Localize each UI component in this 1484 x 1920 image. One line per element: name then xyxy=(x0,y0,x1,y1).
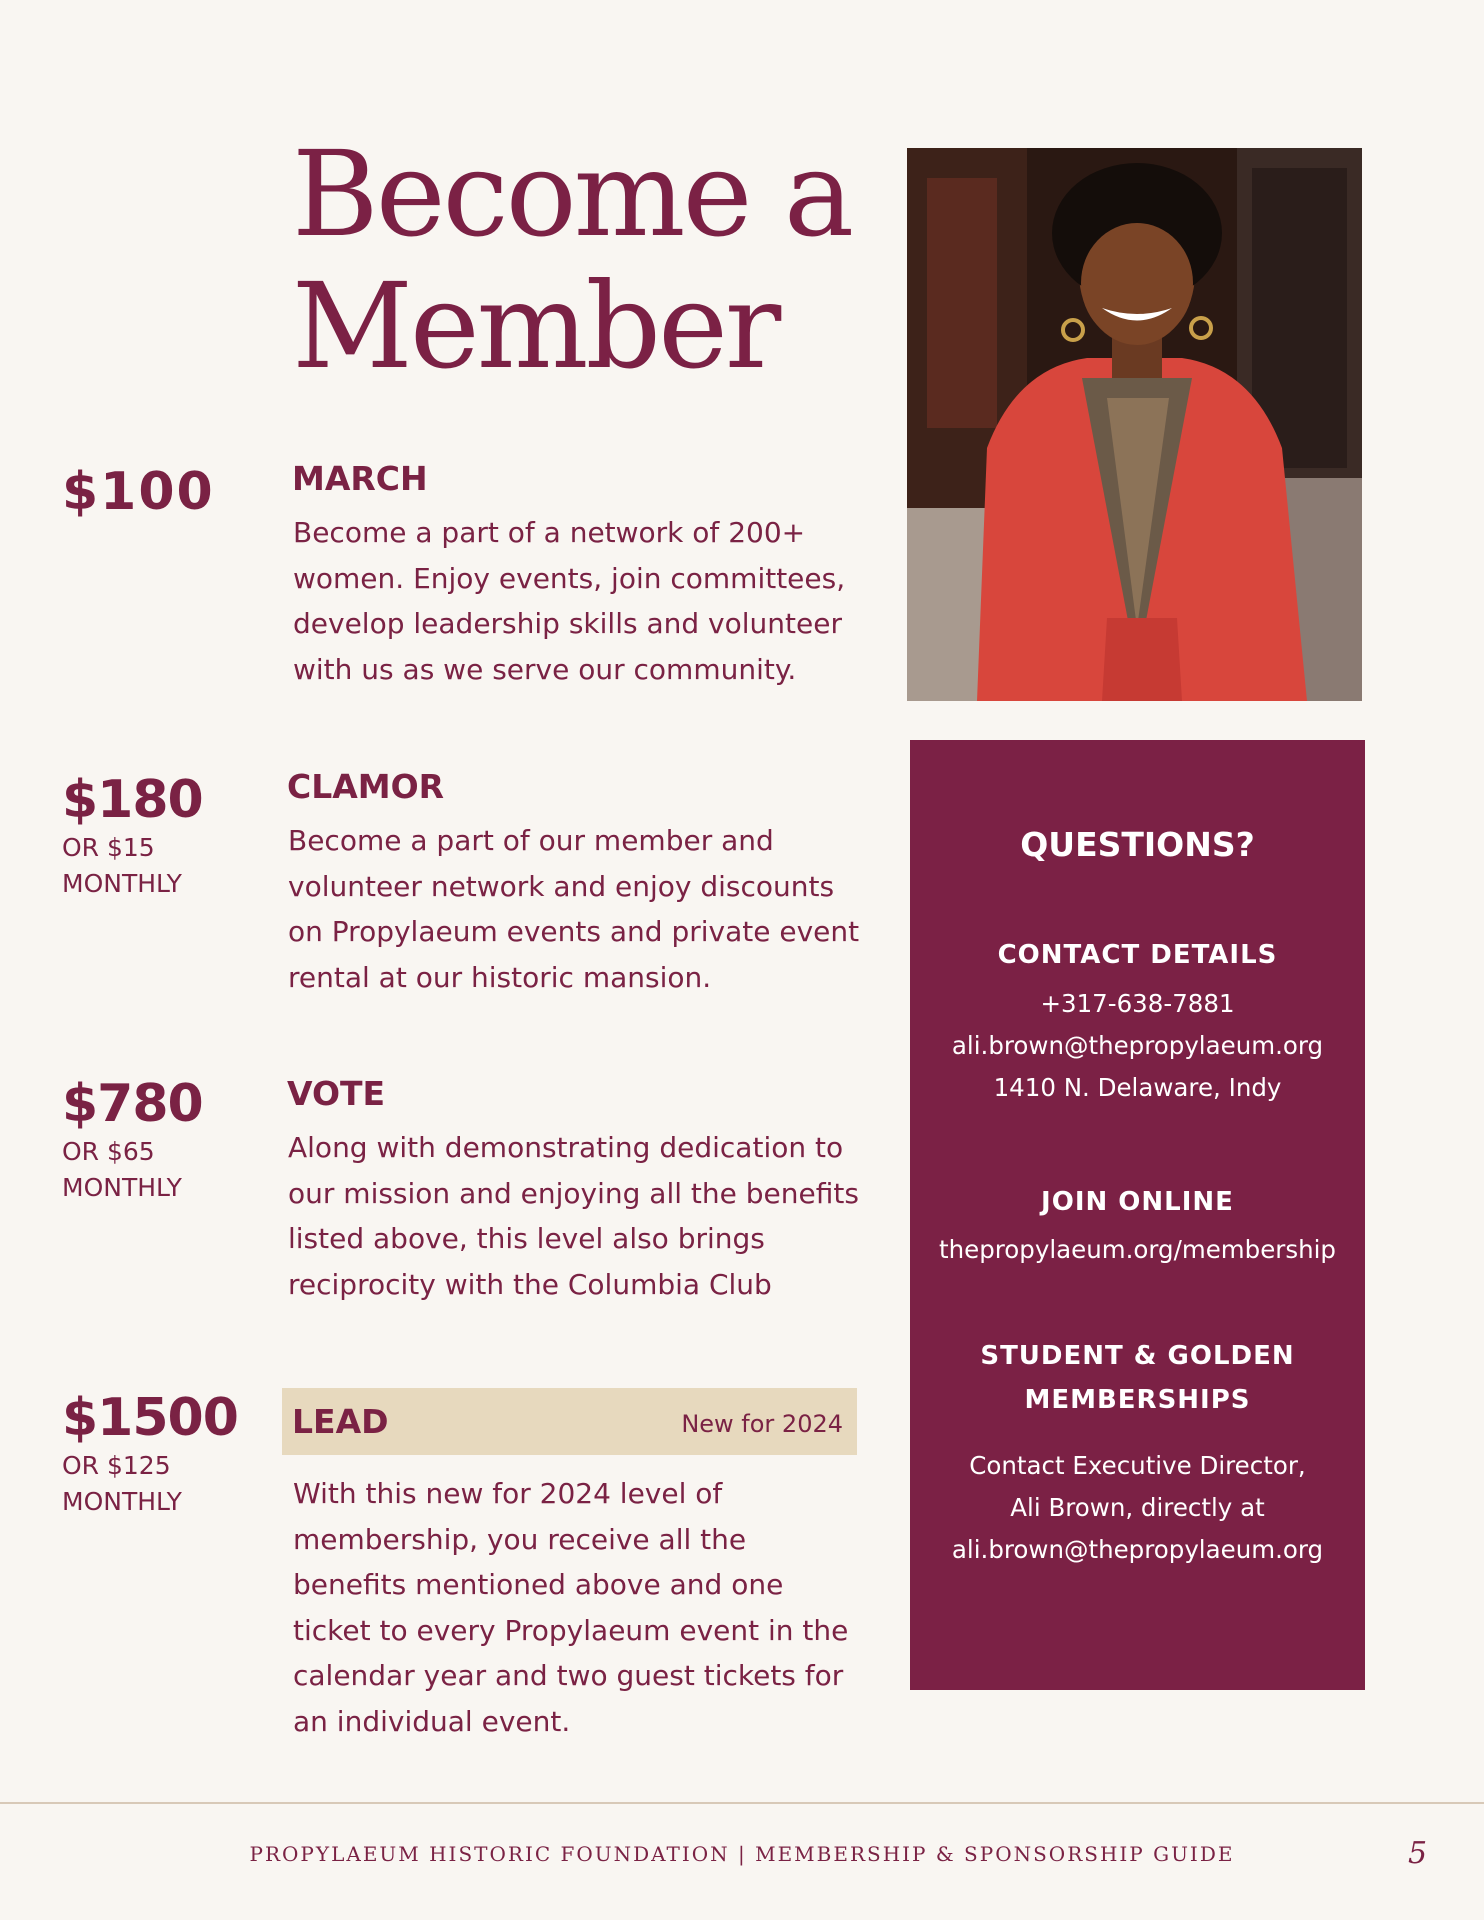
tier-name-lead: LEAD xyxy=(292,1402,389,1441)
tier-price-value: $180 xyxy=(62,770,203,830)
page-number: 5 xyxy=(1408,1836,1428,1871)
student-golden-email[interactable]: ali.brown@thepropylaeum.org xyxy=(951,1535,1324,1564)
contact-details-heading: CONTACT DETAILS xyxy=(997,940,1278,970)
tier-name-vote: VOTE xyxy=(287,1074,386,1113)
page-title xyxy=(292,125,852,395)
tier-description-vote: Along with demonstrating dedication to our mission and enjoying all the benefits listed above, this level also brings reciprocity with the Columbia Club xyxy=(288,1131,859,1301)
tier-price-vote xyxy=(62,1074,212,1206)
tier-name-march: MARCH xyxy=(292,459,428,498)
join-online-link[interactable]: thepropylaeum.org/membership xyxy=(938,1235,1336,1264)
tier-description-march: Become a part of a network of 200+ women. Enjoy events, join committees, develop leadership skills and volunteer with us as we serve our community. xyxy=(293,516,846,686)
tier-price-value: $100 xyxy=(62,462,215,522)
contact-phone[interactable]: +317-638-7881 xyxy=(1040,989,1235,1018)
student-golden-text-line1: Contact Executive Director, xyxy=(969,1451,1306,1480)
tier-price-lead xyxy=(62,1388,238,1520)
tier-price-monthly: OR $125 MONTHLY xyxy=(62,1451,182,1516)
tier-price-monthly: OR $65 MONTHLY xyxy=(62,1137,182,1202)
contact-email[interactable]: ali.brown@thepropylaeum.org xyxy=(951,1031,1324,1060)
page-title-line2: Member xyxy=(292,257,779,395)
portrait-illustration xyxy=(907,148,1362,701)
tier-price-monthly: OR $15 MONTHLY xyxy=(62,833,182,898)
tier-price-clamor xyxy=(62,770,212,902)
student-golden-heading-line2: MEMBERSHIPS xyxy=(1024,1385,1251,1415)
tier-name-clamor: CLAMOR xyxy=(287,767,445,806)
join-online-heading: JOIN ONLINE xyxy=(1041,1187,1234,1217)
tier-price-value: $780 xyxy=(62,1074,203,1134)
student-golden-text-line2: Ali Brown, directly at xyxy=(1010,1493,1265,1522)
page-title-line1: Become a xyxy=(292,125,852,263)
portrait-photo xyxy=(907,148,1362,701)
student-golden-heading-line1: STUDENT & GOLDEN xyxy=(980,1341,1295,1371)
tier-description-lead: With this new for 2024 level of membership, you receive all the benefits mentioned above and one ticket to every Propylaeum event in the calendar year and two guest tickets for an individual event. xyxy=(293,1477,849,1738)
contact-address: 1410 N. Delaware, Indy xyxy=(993,1073,1282,1102)
tier-description-clamor: Become a part of our member and volunteer network and enjoy discounts on Propylaeum events and private event rental at our historic mansion. xyxy=(288,824,860,994)
footer-text: PROPYLAEUM HISTORIC FOUNDATION | MEMBERSHIP & SPONSORSHIP GUIDE xyxy=(249,1842,1235,1866)
questions-panel xyxy=(910,740,1365,1690)
tier-price-march xyxy=(62,462,215,522)
tier-price-value: $1500 xyxy=(62,1388,238,1448)
questions-heading: QUESTIONS? xyxy=(1020,825,1255,864)
footer-divider xyxy=(0,1802,1484,1804)
lead-highlight-bar xyxy=(282,1388,857,1455)
new-badge: New for 2024 xyxy=(681,1410,843,1438)
